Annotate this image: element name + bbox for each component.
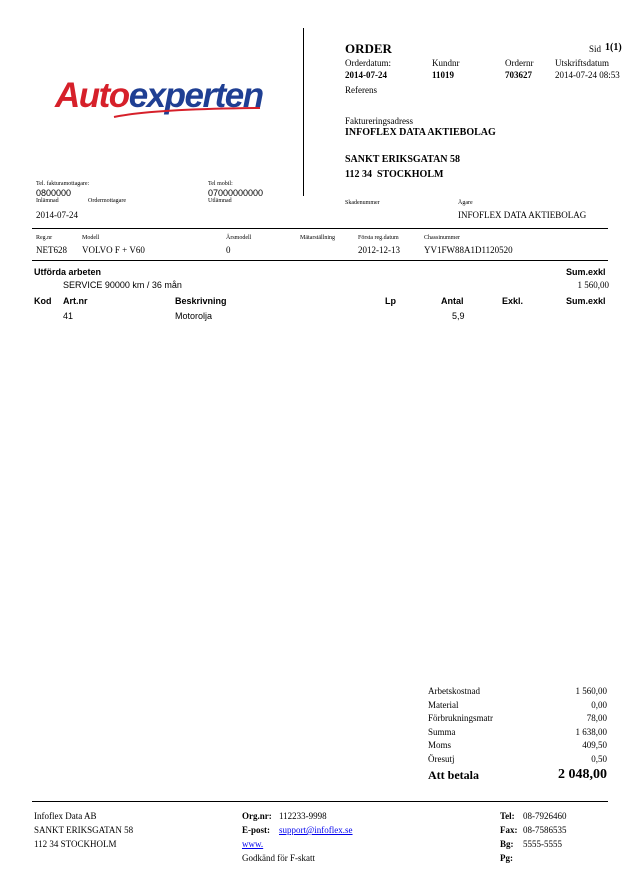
ordernr-value: 703627 [505,70,532,80]
forbrukning-label: Förbrukningsmatr [428,713,493,723]
modell-label: Modell [82,235,100,241]
col-sumexkl: Sum.exkl [566,296,606,306]
matarstallning-label: Mätarställning [300,235,335,241]
orderdatum-label: Orderdatum: [345,58,391,68]
billing-postal-city: 112 34 STOCKHOLM [345,169,444,180]
inlamnad-value: 2014-07-24 [36,210,78,220]
page-value: 1(1) [605,42,622,53]
bg-label: Bg: [500,839,514,849]
fax-label: Fax: [500,825,518,835]
row-artnr: 41 [63,311,74,321]
utlamnad-label: Utlämnad [208,198,232,204]
ordermottagare-label: Ordermottagare [88,198,126,204]
tel-label-footer: Tel: [500,811,515,821]
arsmodell-value: 0 [226,245,231,255]
footer-street: SANKT ERIKSGATAN 58 [34,825,134,835]
col-artnr: Art.nr [63,296,88,306]
page-label: Sid [589,44,602,54]
kundnr-label: Kundnr [432,58,460,68]
col-exkl: Exkl. [502,296,524,306]
order-title: ORDER [345,41,392,56]
mobile-value: 07000000000 [208,188,264,198]
summa-label: Summa [428,727,456,737]
forsta-reg-value: 2012-12-13 [358,245,400,255]
billing-name: INFOFLEX DATA AKTIEBOLAG [345,127,496,138]
material-value: 0,00 [591,700,607,710]
modell-value: VOLVO F + V60 [82,245,145,255]
summa-value: 1 638,00 [575,727,607,737]
arsmodell-label: Årsmodell [226,235,252,241]
arbetskostnad-label: Arbetskostnad [428,686,480,696]
agare-value: INFOFLEX DATA AKTIEBOLAG [458,210,587,220]
agare-label: Ägare [458,200,473,206]
utskriftsdatum-label: Utskriftsdatum [555,58,609,68]
moms-value: 409,50 [582,740,607,750]
oresutj-value: 0,50 [591,754,607,764]
epost-label: E-post: [242,825,271,835]
inlamnad-label: Inlämnad [36,198,59,204]
oresutj-label: Öresutj [428,754,455,764]
epost-link[interactable]: support@infoflex.se [279,825,353,835]
bg-value: 5555-5555 [523,839,562,849]
orderdatum-value: 2014-07-24 [345,70,387,80]
referens-label: Referens [345,85,377,95]
billing-street: SANKT ERIKSGATAN 58 [345,154,461,165]
service-sum: 1 560,00 [577,280,609,290]
work-heading: Utförda arbeten [34,267,102,277]
logo-swoosh-icon [112,107,262,119]
fax-value: 08-7586535 [523,825,567,835]
arbetskostnad-value: 1 560,00 [575,686,607,696]
regnr-label: Reg.nr [36,235,53,241]
service-text: SERVICE 90000 km / 36 mån [63,280,182,290]
forbrukning-value: 78,00 [586,713,607,723]
chassinummer-label: Chassinummer [424,235,460,241]
col-kod: Kod [34,296,52,306]
forsta-reg-label: Första reg.datum [358,235,399,241]
att-betala-label: Att betala [428,768,479,782]
orgnr-value: 112233-9998 [279,811,327,821]
skadenummer-label: Skadenummer [345,200,380,206]
fskatt-text: Godkänd för F-skatt [242,853,315,863]
col-antal: Antal [441,296,464,306]
kundnr-value: 11019 [432,70,455,80]
divider-contact [32,228,608,229]
row-beskrivning: Motorolja [175,311,213,321]
col-lp: Lp [385,296,396,306]
work-sum-heading: Sum.exkl [566,267,606,277]
utskriftsdatum-value: 2014-07-24 08:53 [555,70,620,80]
att-betala-value: 2 048,00 [558,767,607,782]
billing-label: Faktureringsadress [345,116,413,126]
footer-postal-city: 112 34 STOCKHOLM [34,839,117,849]
company-logo: Autoexperten [55,76,263,115]
ordernr-label: Ordernr [505,58,534,68]
orgnr-label: Org.nr: [242,811,272,821]
footer-company: Infoflex Data AB [34,811,97,821]
www-link[interactable]: www. [242,839,264,849]
tel-value-footer: 08-7926460 [523,811,567,821]
divider-footer [32,801,608,802]
divider-vehicle [32,260,608,261]
chassinummer-value: YV1FW88A1D1120520 [424,245,513,255]
header-divider [303,28,304,196]
pg-label: Pg: [500,853,513,863]
mobile-label: Tel mobil: [208,181,233,187]
tel-value: 0800000 [36,188,72,198]
material-label: Material [428,700,459,710]
row-antal: 5,9 [452,311,465,321]
moms-label: Moms [428,740,452,750]
tel-label: Tel. fakturamottagare: [36,181,90,187]
col-beskrivning: Beskrivning [175,296,227,306]
regnr-value: NET628 [36,245,67,255]
